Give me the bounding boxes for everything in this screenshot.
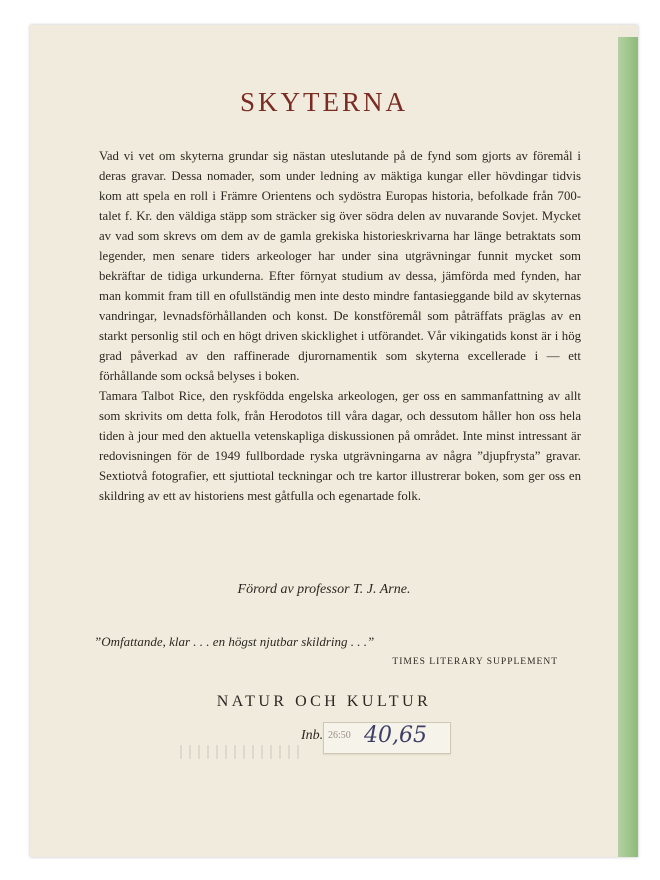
book-back-cover: [30, 25, 638, 857]
price-sticker: [323, 722, 451, 754]
book-title: SKYTERNA: [239, 87, 408, 117]
cover-panel: [30, 25, 618, 857]
publisher-name: NATUR OCH KULTUR: [216, 693, 432, 710]
review-source: TIMES LITERARY SUPPLEMENT: [392, 657, 558, 667]
blurb-paragraph-1: Vad vi vet om skyterna grundar sig nästan uteslutande på de fynd som gjorts av föremål i deras gravar. Dessa nomader, som under ledning av mäktiga kungar eller hövdingar tidvis kom att spela en roll i Främre Orientens och sydöstra Europas historia, befolkade från 700-talet f. Kr. den väldiga stäpp som sträcker sig över södra delen av nuvarande Sovjet. Mycket av vad som skrevs om dem av de gamla grekiska historieskrivarna har länge betraktats som legender, men senare tiders arkeologer har under sina utgrävningar funnit mycket som bekräftar de tidiga urkunderna. Efter förnyat studium av dessa, jämförda med fynden, har man kommit fram till en ofullständig men inte desto mindre fantasieggande bild av skyternas vandringar, levnadsförhållanden och konst. De konstföremål som påträffats präglas av en starkt personlig stil och en högt driven skicklighet i utförandet. Vår vikingatids konst är i hög grad påverkad av den raffinerade djurornamentik som skyterna excellerade i — ett förhållande som också belyses i boken.: [99, 149, 581, 383]
blurb-text: [99, 146, 581, 506]
printed-price: 26:50: [328, 730, 351, 741]
handwritten-price: 40,65: [364, 723, 427, 748]
review-quote: ”Omfattande, klar . . . en högst njutbar skildring . . .”: [94, 634, 375, 649]
green-spine-edge: [618, 37, 638, 857]
foreword-credit: Förord av professor T. J. Arne.: [237, 582, 411, 597]
blurb-paragraph-2: Tamara Talbot Rice, den ryskfödda engelska arkeologen, ger oss en sammanfattning av allt som skrivits om detta folk, från Herodotos till våra dagar, och dessutom håller hon oss hela tiden à jour med den aktuella vetenskapliga diskussionen på området. Inte minst intressant är redovisningen för de 1949 fullbordade ryska utgrävningarna av några ”djupfrysta” gravar. Sextiotvå fotografier, ett sjuttiotal teckningar och tre kartor illustrerar boken, som ger oss en skildring av ett av historiens mest gåtfulla och egenartade folk.: [99, 389, 581, 503]
price-label: Inb.: [301, 728, 324, 743]
faint-stamp-mark: [180, 745, 300, 759]
